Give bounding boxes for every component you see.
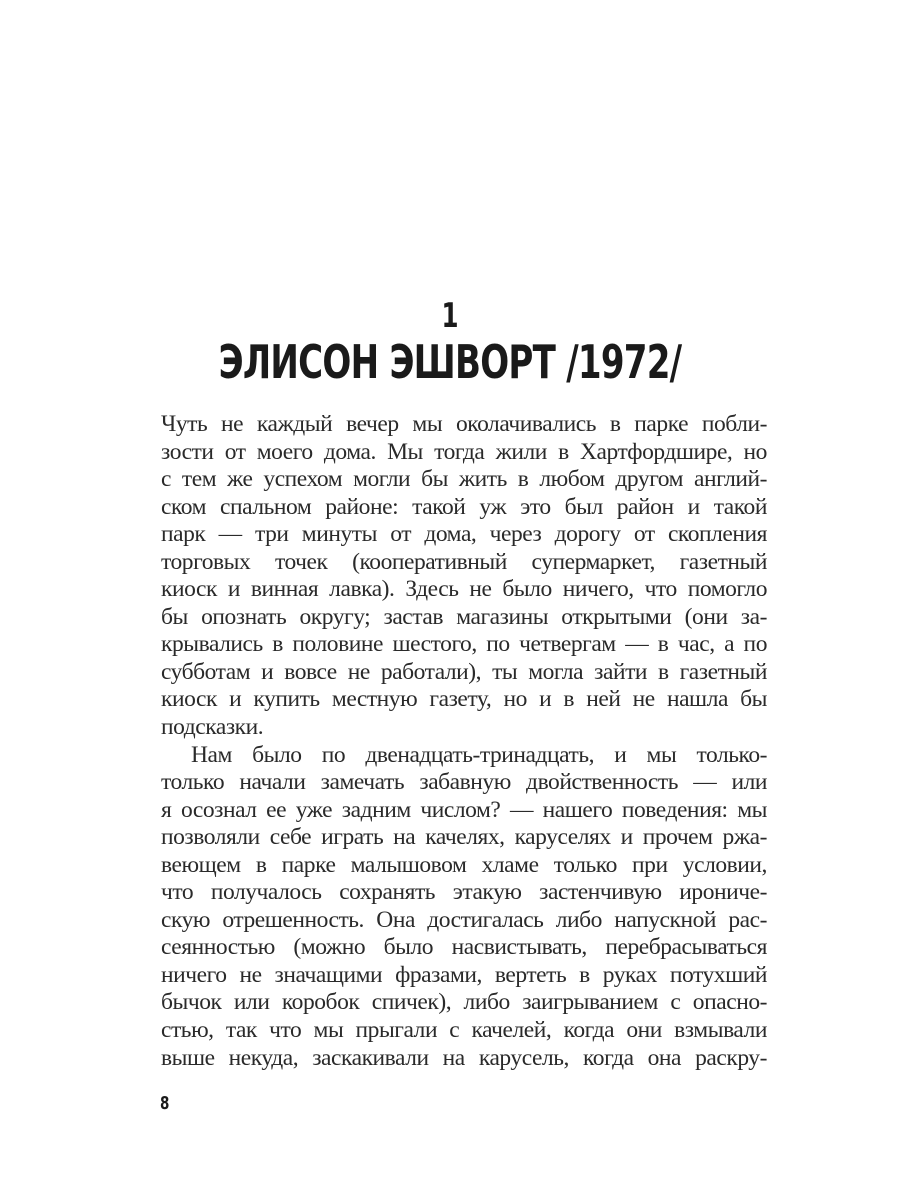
text-line: парк — три минуты от дома, через дорогу от скопления <box>161 521 767 548</box>
text-line: только начали замечать забавную двойственность — или <box>161 769 767 796</box>
text-line-paragraph-end: подсказки. <box>161 714 264 741</box>
text-line: скую отрешенность. Она достигалась либо напускной рас- <box>161 906 767 933</box>
text-line: позволяли себе играть на качелях, каруселях и прочем ржа- <box>161 824 767 851</box>
text-line: веющем в парке малышовом хламе только при условии, <box>161 851 767 878</box>
text-line: я осознал ее уже задним числом? — нашего поведения: мы <box>161 796 767 823</box>
text-line: торговых точек (кооперативный супермаркет, газетный <box>161 548 767 575</box>
chapter-number: 1 <box>441 296 459 336</box>
text-line: киоск и винная лавка). Здесь не было ничего, что помогло <box>161 576 767 603</box>
text-line-paragraph-start: Нам было по двенадцать-тринадцать, и мы только- <box>191 741 767 768</box>
text-line: ничего не значащими фразами, вертеть в руках потухший <box>161 961 767 988</box>
text-line: с тем же успехом могли бы жить в любом другом англий- <box>161 466 767 493</box>
text-line: бы опознать округу; застав магазины открытыми (они за- <box>161 603 767 630</box>
body-text <box>161 411 767 1072</box>
text-line: киоск и купить местную газету, но и в ней не нашла бы <box>161 686 767 713</box>
text-line: сеянностью (можно было насвистывать, перебрасываться <box>161 934 767 961</box>
text-line: Чуть не каждый вечер мы околачивались в парке побли- <box>161 411 767 437</box>
page-number: 8 <box>160 1093 170 1114</box>
text-line: ском спальном районе: такой уж это был район и такой <box>161 493 767 520</box>
text-line: выше некуда, заскакивали на карусель, когда она раскру- <box>161 1044 767 1071</box>
text-line: субботам и вовсе не работали), ты могла зайти в газетный <box>161 658 767 685</box>
text-line: стью, так что мы прыгали с качелей, когда они взмывали <box>161 1017 767 1044</box>
chapter-title: ЭЛИСОН ЭШВОРТ /1972/ <box>218 335 682 389</box>
text-line: крывались в половине шестого, по четвергам — в час, а по <box>161 631 767 658</box>
text-line: бычок или коробок спичек), либо заигрыванием с опасно- <box>161 989 767 1016</box>
text-line: что получалось сохранять этакую застенчивую ирониче- <box>161 879 767 906</box>
text-line: зости от моего дома. Мы тогда жили в Хартфордшире, но <box>161 438 767 465</box>
